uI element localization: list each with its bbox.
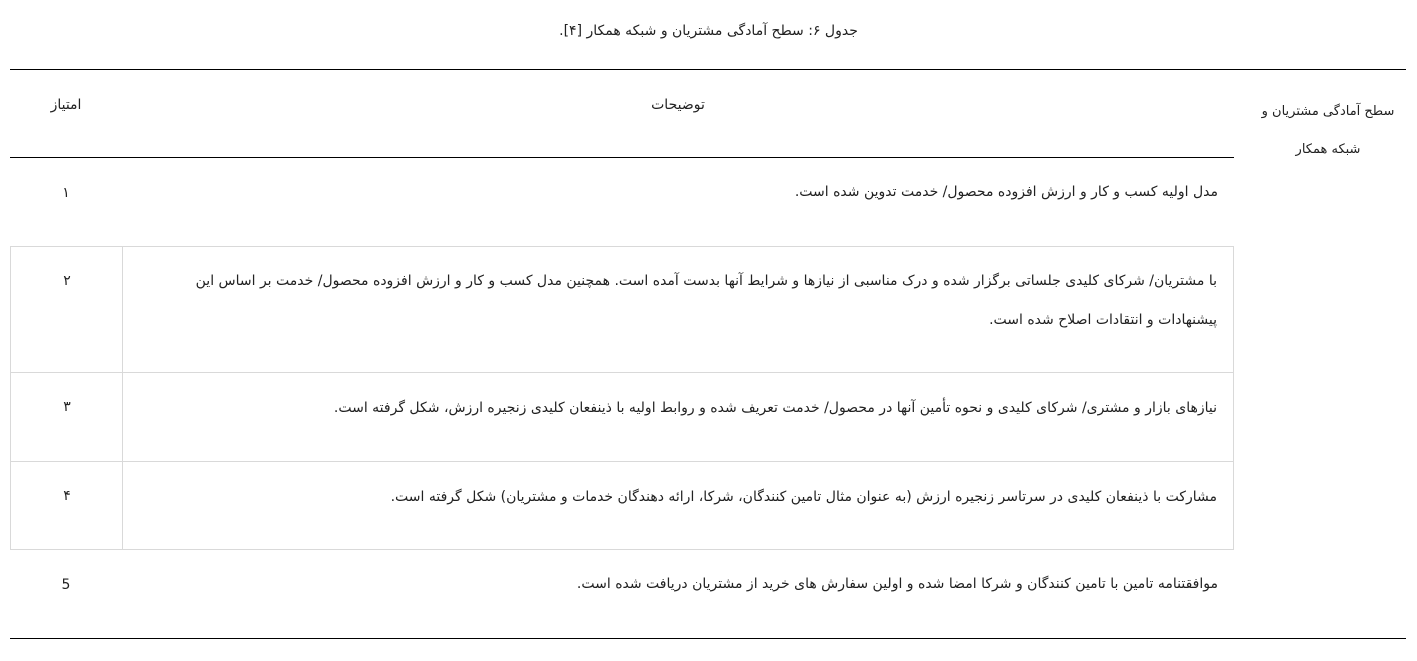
header-score: امتیاز bbox=[50, 97, 82, 113]
description-cell: نیازهای بازار و مشتری/ شرکای کلیدی و نحوه تأمین آنها در محصول/ خدمت تعریف شده و روابط اولیه با ذینفعان کلیدی زنجیره ارزش، شکل گرفته است. bbox=[333, 400, 1217, 416]
score-cell: 5 bbox=[61, 577, 71, 593]
description-cell: مدل اولیه کسب و کار و ارزش افزوده محصول/ خدمت تدوین شده است. bbox=[794, 184, 1218, 200]
row-header-readiness-level: سطح آمادگی مشتریان و شبکه همکار bbox=[1261, 104, 1395, 157]
score-cell: ۲ bbox=[63, 273, 71, 289]
score-cell: ۳ bbox=[63, 399, 71, 415]
column-divider bbox=[122, 373, 123, 461]
table-row bbox=[10, 550, 1234, 638]
table-row bbox=[10, 246, 1234, 373]
table-row bbox=[10, 372, 1234, 462]
column-divider bbox=[122, 247, 123, 372]
table-caption: جدول ۶: سطح آمادگی مشتریان و شبکه همکار [۴]. bbox=[559, 23, 858, 39]
score-cell: ۱ bbox=[62, 185, 70, 201]
description-cell: موافقتنامه تامین با تامین کنندگان و شرکا امضا شده و اولین سفارش های خرید از مشتریان دریافت شده است. bbox=[576, 576, 1218, 592]
table-row bbox=[10, 158, 1234, 246]
score-cell: ۴ bbox=[63, 488, 71, 504]
description-cell: با مشتریان/ شرکای کلیدی جلساتی برگزار شده و درک مناسبی از نیازها و شرایط آنها بدست آمده است. همچنین مدل کسب و کار و ارزش افزوده محصول/ خدمت بر اساس این پیشنهادات و انتقادات اصلاح شده است. bbox=[195, 273, 1217, 328]
table-row bbox=[10, 461, 1234, 550]
table-bottom-rule bbox=[10, 638, 1406, 639]
description-cell: مشارکت با ذینفعان کلیدی در سرتاسر زنجیره ارزش (به عنوان مثال تامین کنندگان، شرکا، ارائه دهندگان خدمات و مشتریان) شکل گرفته است. bbox=[390, 489, 1217, 505]
table-top-rule bbox=[10, 69, 1406, 70]
header-description: توضیحات bbox=[651, 97, 705, 113]
